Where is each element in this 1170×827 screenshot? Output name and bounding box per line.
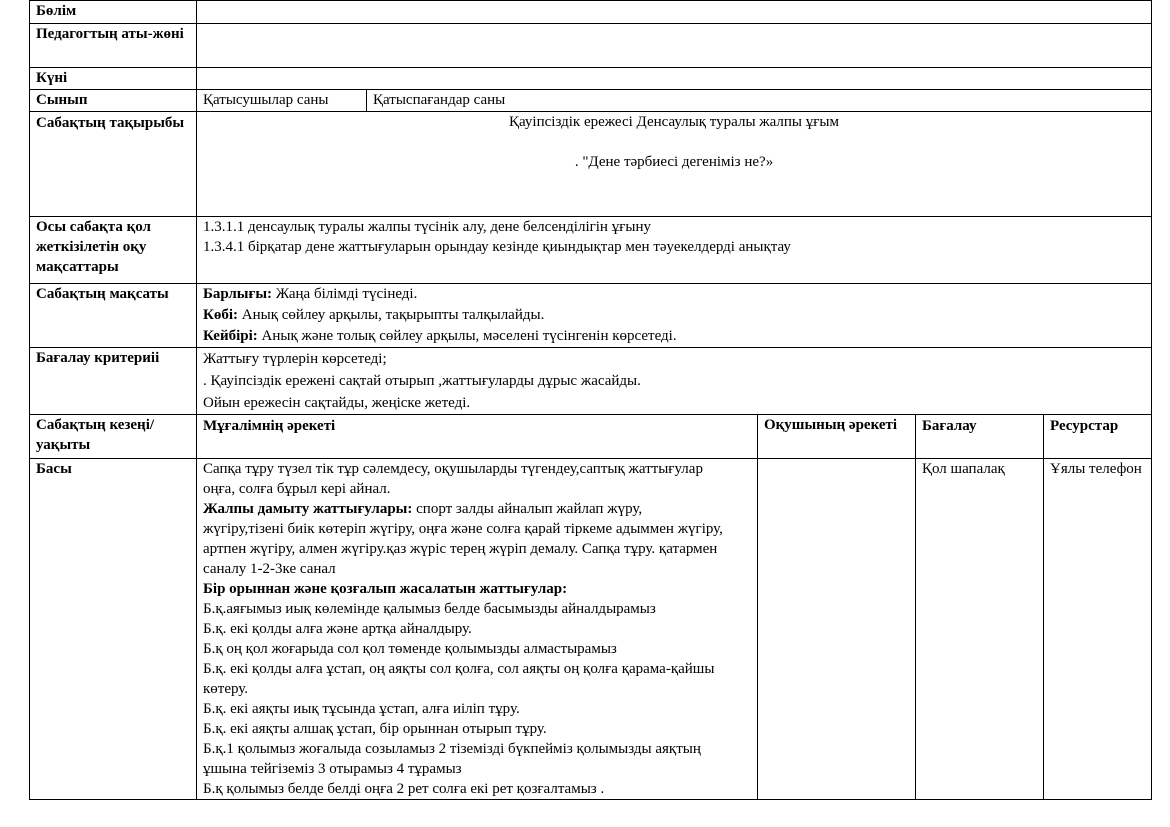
topic-label: Сабақтың тақырыбы (30, 112, 197, 217)
topic-title: Қауіпсіздік ережесі Денсаулық туралы жалпы ұғым (509, 114, 839, 130)
general-exercises-paragraph: Жалпы дамыту жаттығулары: спорт залды айналып жайлап жүру, жүгіру,тізені биік көтеріп жүгіру, оңға және солға қарай тіркеме адыммен жүгіру, артпен жүгіру, алмен жүгіру.қаз жүріс терең жүріп демалу. Сапқа тұру. қатармен саналу 1-2-3ке санал (203, 501, 723, 577)
topic-subtitle: . "Дене тәрбиесі дегеніміз не?» (574, 154, 774, 170)
stage-header: Сабақтың кезеңі/ уақыты (30, 415, 197, 459)
start-stage-label: Басы (30, 459, 197, 800)
assessment-header: Бағалау (916, 415, 1044, 459)
criteria-row (30, 348, 1152, 415)
goal-all: Барлығы: Жаңа білімді түсінеді. (203, 286, 418, 302)
objectives-label: Осы сабақта қол жеткізілетін оқу мақсаттары (30, 217, 197, 284)
topic-value (197, 112, 1152, 217)
topic-row (30, 112, 1152, 217)
teacher-label: Педагогтың аты-жөні (30, 24, 197, 68)
exercises-heading: Бір орыннан және қозғалып жасалатын жаттығулар: (203, 581, 568, 597)
exercise-line: Б.қ. екі қолды алға ұстап, оң аяқты сол қолға, сол аяқты оң қолға қарама-қайшы көтеру. (203, 661, 715, 697)
activity-header-row (30, 415, 1152, 459)
exercise-line: Б.қ оң қол жоғарыда сол қол төменде қолымызды алмастырамыз (203, 641, 617, 657)
exercise-line: Б.қ. екі қолды алға және артқа айналдыру. (203, 621, 472, 637)
exercise-line: Б.қ қолымыз белде белді оңға 2 рет солға екі рет қозғалтамыз . (203, 781, 605, 797)
goal-some: Кейбірі: Анық және толық сөйлеу арқылы, мәселені түсінгенін көрсетеді. (203, 328, 677, 344)
date-row (30, 68, 1152, 90)
criteria-item: . Қауіпсіздік ережені сақтай отырып ,жаттығуларды дұрыс жасайды. (203, 373, 641, 389)
exercise-line: Б.қ.1 қолымыз жоғалыда созыламыз 2 тіземізді бүкпейміз қолымызды аяқтың ұшына тейгіземіз 3 отырамыз 4 тұрамыз (203, 741, 701, 777)
exercise-line: Б.қ.аяғымыз иық көлемінде қалымыз белде басымызды айналдырамыз (203, 601, 656, 617)
start-resources: Ұялы телефон (1044, 459, 1152, 800)
start-teacher-action (197, 459, 758, 800)
criteria-item: Ойын ережесін сақтайды, жеңіске жетеді. (203, 395, 471, 411)
section-label: Бөлім (30, 1, 197, 24)
teacher-row (30, 24, 1152, 68)
resources-header: Ресурстар (1044, 415, 1152, 459)
start-stage-row (30, 459, 1152, 800)
criteria-item: Жаттығу түрлерін көрсетеді; (203, 351, 387, 367)
teacher-value (197, 24, 1152, 68)
criteria-label: Бағалау критериіі (30, 348, 197, 415)
exercise-line: Б.қ. екі аяқты иық тұсында ұстап, алға иіліп тұру. (203, 701, 520, 717)
criteria-value (197, 348, 1152, 415)
student-action-header: Оқушының әрекеті (758, 415, 916, 459)
present-count-label: Қатысушылар саны (197, 90, 367, 112)
absent-count-label: Қатыспағандар саны (367, 90, 1152, 112)
goals-value (197, 284, 1152, 348)
section-row (30, 1, 1152, 24)
section-value (197, 1, 1152, 24)
goals-label: Сабақтың мақсаты (30, 284, 197, 348)
class-label: Сынып (30, 90, 197, 112)
objective-item: 1.3.4.1 бірқатар дене жаттығуларын орындау кезінде қиындықтар мен тәуекелдерді анықтау (203, 239, 791, 255)
objective-item: 1.3.1.1 денсаулық туралы жалпы түсінік алу, дене белсенділігін ұғыну (203, 219, 651, 235)
goal-most: Көбі: Анық сөйлеу арқылы, тақырыпты талқылайды. (203, 307, 545, 323)
lesson-plan-page (29, 0, 1151, 800)
lesson-plan-table (29, 0, 1152, 800)
class-row (30, 90, 1152, 112)
warmup-paragraph: Сапқа тұру түзел тік тұр сәлемдесу, оқушыларды түгендеу,саптық жаттығулар оңға, солға бұрыл кері айнал. (203, 461, 703, 497)
start-assessment: Қол шапалақ (916, 459, 1044, 800)
exercise-line: Б.қ. екі аяқты алшақ ұстап, бір орыннан отырып тұру. (203, 721, 547, 737)
start-student-action (758, 459, 916, 800)
teacher-action-header: Мұғалімнің әрекеті (197, 415, 758, 459)
date-value (197, 68, 1152, 90)
date-label: Күні (30, 68, 197, 90)
goals-row (30, 284, 1152, 348)
objectives-value (197, 217, 1152, 284)
objectives-row (30, 217, 1152, 284)
